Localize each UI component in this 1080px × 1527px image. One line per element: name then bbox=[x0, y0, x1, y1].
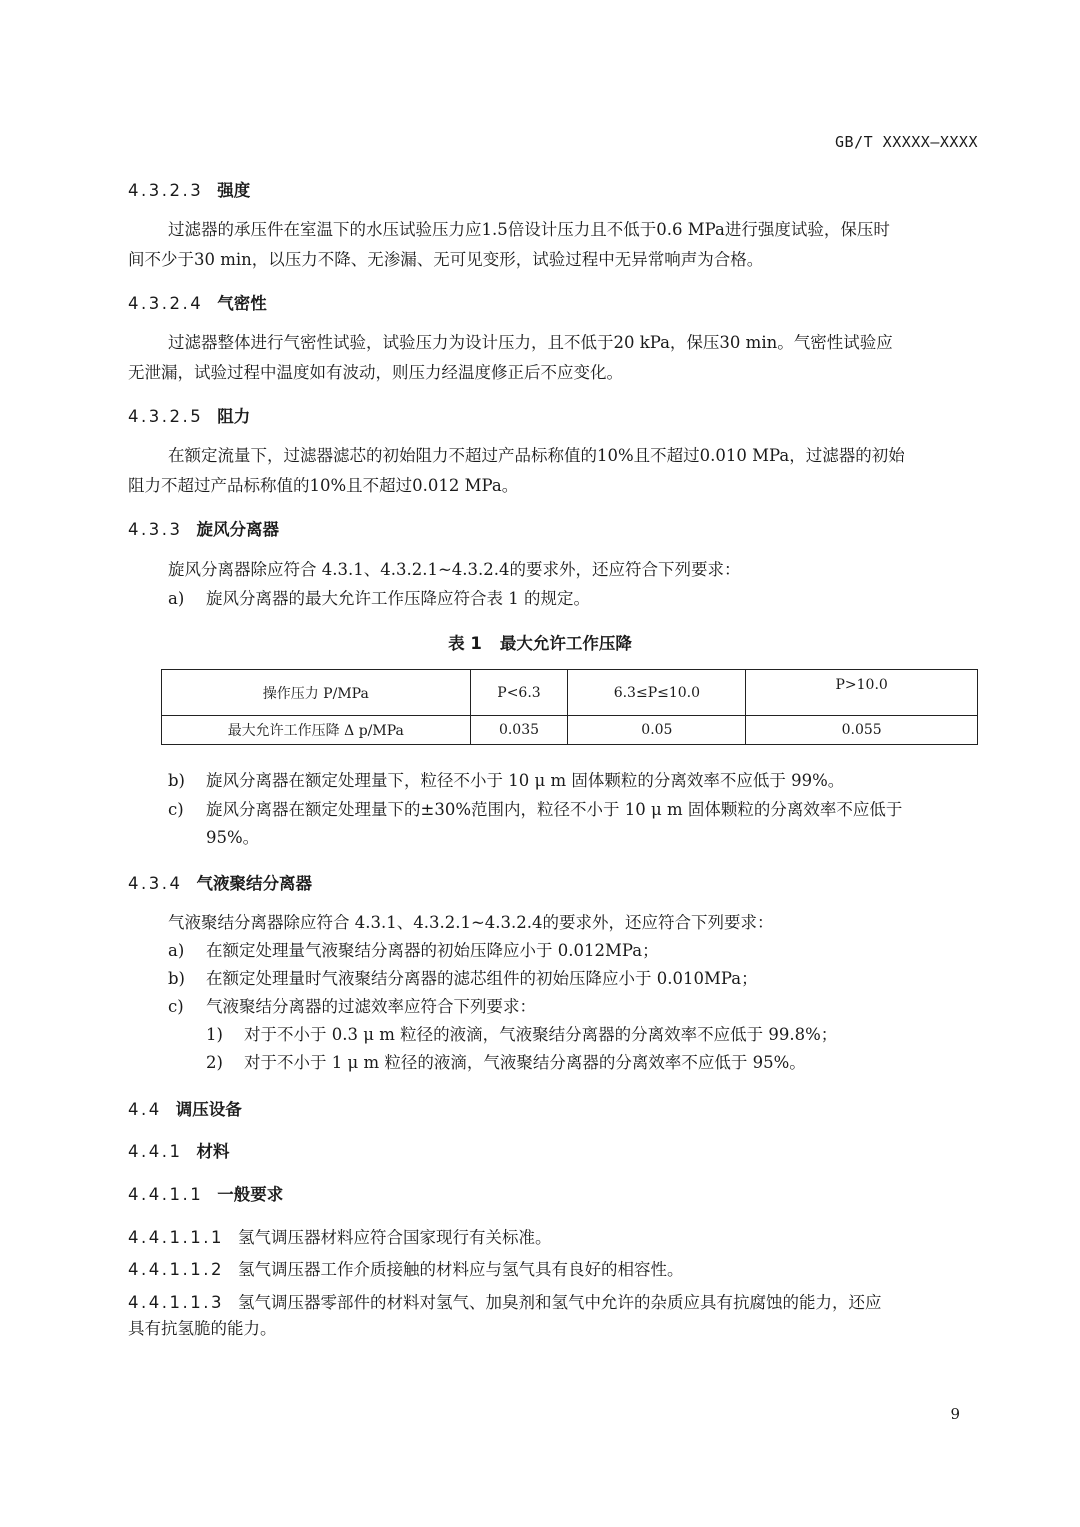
table-cell: 操作压力 P/MPa bbox=[162, 670, 471, 716]
clause-text: 氢气调压器零部件的材料对氢气、加臭剂和氢气中允许的杂质应具有抗腐蚀的能力，还应 bbox=[237, 1293, 882, 1312]
list-item bbox=[168, 797, 902, 823]
paragraph-line: 过滤器整体进行气密性试验，试验压力为设计压力，且不低于20 kPa，保压30 min。气密性试验应 bbox=[168, 333, 893, 352]
list-marker: b) bbox=[168, 969, 185, 988]
list-text: 对于不小于 1 μ m 粒径的液滴，气液聚结分离器的分离效率不应低于 95%。 bbox=[244, 1053, 806, 1072]
clause-number: 4.4.1.1.1 bbox=[128, 1228, 224, 1247]
table-caption-title: 最大允许工作压降 bbox=[499, 634, 632, 653]
table-cell: 6.3≤P≤10.0 bbox=[568, 670, 746, 716]
table-caption-number: 表 1 bbox=[448, 634, 482, 653]
section-title: 材料 bbox=[196, 1142, 230, 1161]
table-max-pressure-drop bbox=[161, 669, 978, 745]
paragraph-line: 过滤器的承压件在室温下的水压试验压力应1.5倍设计压力且不低于0.6 MPa进行强度试验，保压时 bbox=[168, 220, 890, 239]
section-4-4-1-heading bbox=[128, 1138, 229, 1162]
section-4-4-1-1-heading bbox=[128, 1181, 283, 1205]
section-number: 4.4.1 bbox=[128, 1142, 183, 1161]
section-4-3-2-5-heading bbox=[128, 403, 250, 427]
table-cell: P>10.0 bbox=[746, 670, 978, 716]
list-text: 旋风分离器在额定处理量下，粒径不小于 10 μ m 固体颗粒的分离效率不应低于 99%。 bbox=[206, 771, 845, 790]
list-marker: 1) bbox=[206, 1025, 223, 1044]
section-number: 4.4 bbox=[128, 1100, 162, 1119]
table-cell: P<6.3 bbox=[470, 670, 568, 716]
clause-text: 氢气调压器材料应符合国家现行有关标准。 bbox=[237, 1228, 552, 1247]
list-text: 气液聚结分离器的过滤效率应符合下列要求： bbox=[206, 997, 536, 1016]
list-text-continuation: 95%。 bbox=[206, 828, 260, 847]
list-text: 旋风分离器的最大允许工作压降应符合表 1 的规定。 bbox=[206, 589, 590, 608]
paragraph-line: 间不少于30 min，以压力不降、无渗漏、无可见变形，试验过程中无异常响声为合格。 bbox=[128, 250, 764, 269]
section-title: 旋风分离器 bbox=[196, 520, 279, 539]
list-item bbox=[168, 994, 536, 1020]
clause-4-4-1-1-2 bbox=[128, 1256, 683, 1280]
list-item bbox=[168, 938, 659, 964]
section-title: 一般要求 bbox=[217, 1185, 284, 1204]
section-title: 调压设备 bbox=[175, 1100, 242, 1119]
table-row bbox=[162, 716, 978, 745]
clause-text: 氢气调压器工作介质接触的材料应与氢气具有良好的相容性。 bbox=[237, 1260, 684, 1279]
clause-number: 4.4.1.1.3 bbox=[128, 1293, 224, 1312]
list-text: 在额定处理量气液聚结分离器的初始压降应小于 0.012MPa； bbox=[206, 941, 659, 960]
section-title: 阻力 bbox=[217, 407, 251, 426]
page-number: 9 bbox=[950, 1405, 960, 1423]
sub-list-item bbox=[206, 1022, 837, 1048]
section-4-3-2-4-heading bbox=[128, 290, 267, 314]
table-cell: 最大允许工作压降 Δ p/MPa bbox=[162, 716, 471, 745]
list-item bbox=[168, 768, 844, 794]
table-row bbox=[162, 670, 978, 716]
list-item bbox=[168, 586, 590, 612]
clause-number: 4.4.1.1.2 bbox=[128, 1260, 224, 1279]
paragraph-line: 在额定流量下，过滤器滤芯的初始阻力不超过产品标称值的10%且不超过0.010 MPa，过滤器的初始 bbox=[168, 446, 905, 465]
table-caption bbox=[0, 630, 1080, 654]
paragraph-line: 无泄漏，试验过程中温度如有波动，则压力经温度修正后不应变化。 bbox=[128, 363, 623, 382]
table-cell: 0.055 bbox=[746, 716, 978, 745]
table-cell: 0.05 bbox=[568, 716, 746, 745]
list-marker: b) bbox=[168, 771, 185, 790]
list-marker: c) bbox=[168, 800, 184, 819]
section-4-3-4-heading bbox=[128, 870, 312, 894]
list-item bbox=[168, 966, 758, 992]
document-code: GB/T XXXXX—XXXX bbox=[835, 133, 978, 151]
list-marker: 2) bbox=[206, 1053, 223, 1072]
paragraph-line: 旋风分离器除应符合 4.3.1、4.3.2.1~4.3.2.4的要求外，还应符合下列要求： bbox=[168, 560, 741, 579]
table-cell: 0.035 bbox=[470, 716, 568, 745]
clause-4-4-1-1-3 bbox=[128, 1289, 881, 1313]
paragraph-line: 阻力不超过产品标称值的10%且不超过0.012 MPa。 bbox=[128, 476, 519, 495]
section-title: 气液聚结分离器 bbox=[196, 874, 312, 893]
list-marker: c) bbox=[168, 997, 184, 1016]
section-number: 4.3.3 bbox=[128, 520, 183, 539]
list-text: 对于不小于 0.3 μ m 粒径的液滴，气液聚结分离器的分离效率不应低于 99.8%； bbox=[244, 1025, 838, 1044]
section-4-3-2-3-heading bbox=[128, 177, 250, 201]
list-text: 旋风分离器在额定处理量下的±30%范围内，粒径不小于 10 μ m 固体颗粒的分离效率不应低于 bbox=[206, 800, 903, 819]
paragraph-line: 气液聚结分离器除应符合 4.3.1、4.3.2.1~4.3.2.4的要求外，还应符合下列要求： bbox=[168, 913, 774, 932]
section-4-3-3-heading bbox=[128, 516, 279, 540]
section-title: 气密性 bbox=[217, 294, 267, 313]
sub-list-item bbox=[206, 1050, 806, 1076]
list-marker: a) bbox=[168, 589, 185, 608]
section-title: 强度 bbox=[217, 181, 251, 200]
section-4-4-heading bbox=[128, 1096, 242, 1120]
list-marker: a) bbox=[168, 941, 185, 960]
section-number: 4.3.2.3 bbox=[128, 181, 204, 200]
clause-4-4-1-1-1 bbox=[128, 1224, 551, 1248]
section-number: 4.3.2.4 bbox=[128, 294, 204, 313]
section-number: 4.3.2.5 bbox=[128, 407, 204, 426]
section-number: 4.3.4 bbox=[128, 874, 183, 893]
list-text: 在额定处理量时气液聚结分离器的滤芯组件的初始压降应小于 0.010MPa； bbox=[206, 969, 758, 988]
section-number: 4.4.1.1 bbox=[128, 1185, 204, 1204]
clause-text-continuation: 具有抗氢脆的能力。 bbox=[128, 1319, 277, 1338]
